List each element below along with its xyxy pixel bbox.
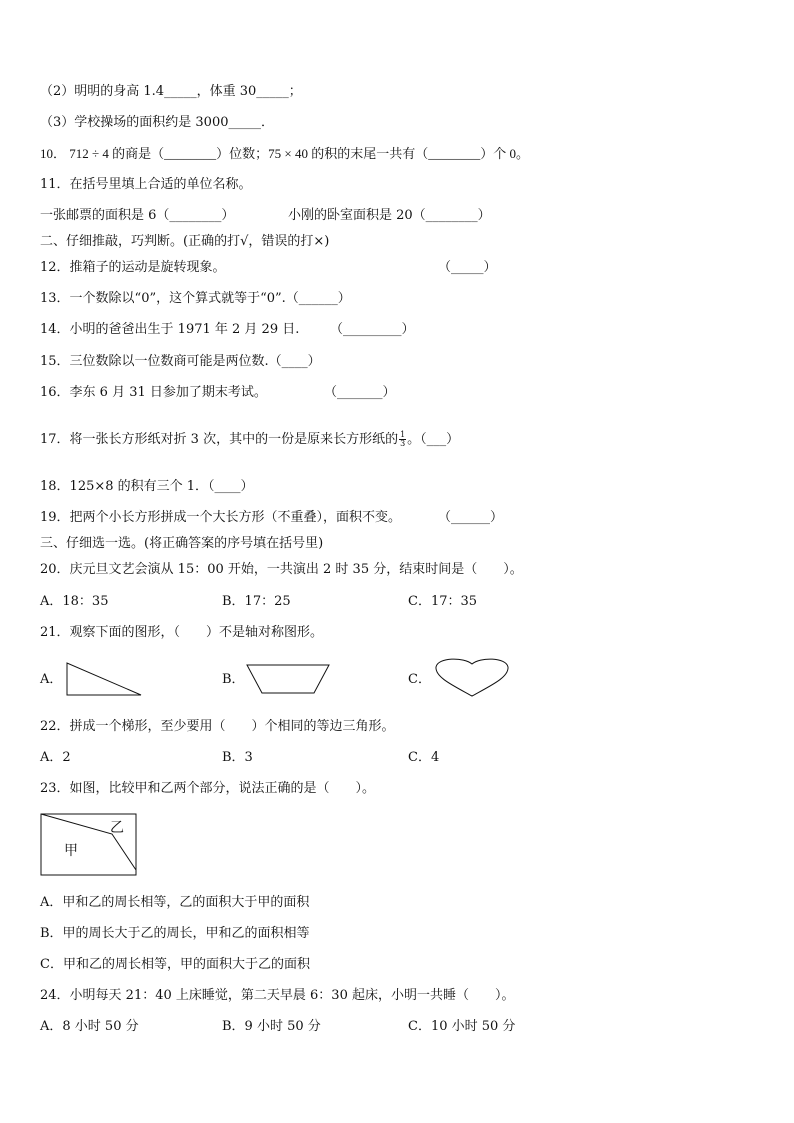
question-23-option-a: A．甲和乙的周长相等，乙的面积大于甲的面积 (40, 895, 310, 910)
question-9-part-2: （2）明明的身高 1.4_____，体重 30_____； (40, 84, 302, 99)
question-11-bedroom-area: 小刚的卧室面积是 20（________） (288, 208, 491, 223)
question-14-answer-blank: （_________） (330, 322, 415, 337)
question-15: 15．三位数除以一位数商可能是两位数.（____） (40, 354, 321, 369)
question-17 (40, 431, 459, 448)
trapezoid-shape (246, 664, 330, 694)
question-22-option-a: A．2 (40, 750, 71, 765)
question-12-answer-blank: （_____） (438, 260, 497, 275)
question-21: 21．观察下面的图形，（ ）不是轴对称图形。 (40, 625, 324, 640)
question-24-option-b: B．9 小时 50 分 (222, 1019, 321, 1034)
question-21-option-c-label: C． (408, 672, 431, 687)
question-21-option-b-label: B． (222, 672, 245, 687)
question-20-option-a: A．18：35 (40, 594, 109, 609)
question-11: 11．在括号里填上合适的单位名称。 (40, 177, 252, 192)
question-23-option-c: C．甲和乙的周长相等，甲的面积大于乙的面积 (40, 957, 310, 972)
question-22: 22．拼成一个梯形，至少要用（ ）个相同的等边三角形。 (40, 719, 395, 734)
figure-label-yi: 乙 (110, 820, 124, 836)
question-16-answer-blank: （_______） (324, 385, 396, 400)
section-3-heading: 三、仔细选一选。(将正确答案的序号填在括号里) (40, 536, 324, 551)
fraction: $\frac{1}{3}$ (400, 430, 406, 448)
question-20: 20．庆元旦文艺会演从 15：00 开始，一共演出 2 时 35 分，结束时间是（ ）。 (40, 562, 523, 577)
heart-shape (434, 657, 510, 697)
right-triangle-shape (66, 662, 142, 696)
question-12: 12．推箱子的运动是旋转现象。 (40, 260, 226, 275)
question-14: 14．小明的爸爸出生于 1971 年 2 月 29 日. (40, 322, 300, 337)
question-17-text: 17．将一张长方形纸对折 3 次，其中的一份是原来长方形纸的 (40, 432, 399, 447)
question-13: 13．一个数除以“0”，这个算式就等于“0”.（______） (40, 291, 351, 306)
figure-label-jia: 甲 (64, 843, 78, 859)
question-10: 10． 712 ÷ 4 的商是（________）位数；75 × 40 的积的末尾一共有（________）个 0。 (40, 146, 529, 161)
question-24: 24．小明每天 21：40 上床睡觉，第二天早晨 6：30 起床，小明一共睡（ ）。 (40, 988, 515, 1003)
question-24-option-a: A．8 小时 50 分 (40, 1019, 139, 1034)
question-21-option-a-label: A． (40, 672, 63, 687)
question-22-option-c: C．4 (408, 750, 440, 765)
question-23-option-b: B．甲的周长大于乙的周长，甲和乙的面积相等 (40, 926, 310, 941)
question-19: 19．把两个小长方形拼成一个大长方形（不重叠），面积不变。 (40, 510, 402, 525)
question-24-option-c: C．10 小时 50 分 (408, 1019, 516, 1034)
question-23: 23．如图，比较甲和乙两个部分，说法正确的是（ ）。 (40, 781, 376, 796)
question-16: 16．李东 6 月 31 日参加了期末考试。 (40, 385, 267, 400)
question-19-answer-blank: （______） (438, 510, 504, 525)
question-17-blank: 。（___） (407, 432, 460, 447)
question-22-option-b: B．3 (222, 750, 253, 765)
section-2-heading: 二、仔细推敲，巧判断。(正确的打√，错误的打×) (40, 234, 330, 249)
question-20-option-b: B．17：25 (222, 594, 291, 609)
question-20-option-c: C．17：35 (408, 594, 478, 609)
question-9-part-3: （3）学校操场的面积约是 3000_____． (40, 115, 274, 130)
question-11-stamp-area: 一张邮票的面积是 6（________） (40, 208, 235, 223)
question-18: 18．125×8 的积有三个 1．（____） (40, 479, 254, 494)
